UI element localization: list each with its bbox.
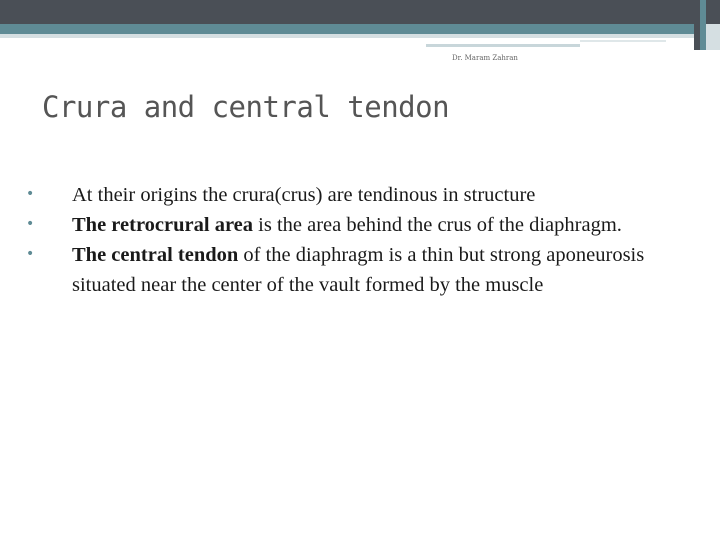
top-light-band (0, 34, 720, 38)
header-accent-line (426, 44, 580, 47)
bullet-text: At their origins the crura(crus) are tendinous in structure (72, 184, 536, 206)
bullet-text: of the diaphragm is a thin but strong aponeurosis situated near the center of the vault formed by the muscle (72, 244, 645, 296)
bullet-list (26, 180, 686, 300)
bullet-bold-text: The retrocrural area (72, 214, 254, 236)
author-header: Dr. Maram Zahran (452, 54, 518, 62)
header-accent-line-secondary (580, 40, 666, 42)
bullet-icon: • (26, 246, 35, 262)
bullet-icon: • (26, 216, 35, 232)
bullet-bold-text: The central tendon (72, 244, 239, 266)
bullet-icon: • (26, 186, 35, 202)
corner-light-block (706, 24, 720, 50)
bullet-text: is the area behind the crus of the diaphragm. (253, 214, 622, 236)
slide-title: Crura and central tendon (42, 90, 450, 124)
top-teal-band (0, 24, 720, 34)
bullet-item (26, 210, 686, 240)
bullet-item (26, 240, 686, 300)
bullet-item (26, 180, 686, 210)
top-dark-band (0, 0, 720, 24)
